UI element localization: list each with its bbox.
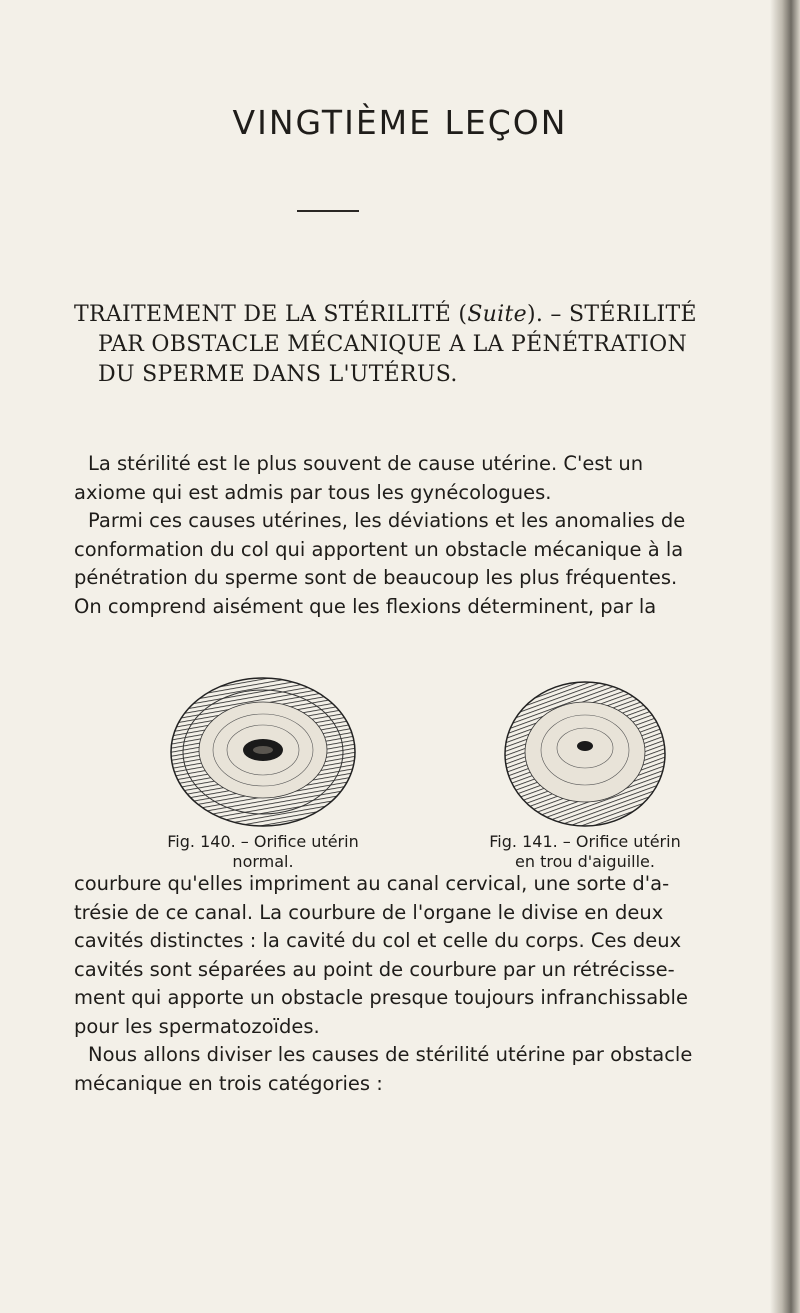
figure-140 bbox=[148, 672, 378, 872]
text-line: conformation du col qui apportent un obstacle mécanique à la bbox=[74, 537, 684, 561]
figure-141-caption-line-2: en trou d'aiguille. bbox=[515, 852, 655, 871]
text-line: Parmi ces causes utérines, les déviations et les anomalies de bbox=[88, 509, 686, 532]
text-line: pénétration du sperme sont de beaucoup les plus fréquentes. bbox=[74, 566, 678, 589]
text-line: mécanique en trois catégories : bbox=[74, 1071, 383, 1095]
text-line: cavités distinctes : la cavité du col et celle du corps. Ces deux bbox=[74, 929, 682, 952]
text-line: Nous allons diviser les causes de stérilité utérine par obstacle bbox=[88, 1043, 693, 1066]
heading-line-3: DU SPERME DANS L'UTÉRUS. bbox=[98, 362, 458, 387]
section-heading bbox=[74, 300, 774, 390]
text-line: axiome qui est admis par tous les gynécologues. bbox=[74, 480, 552, 504]
heading-line-1: TRAITEMENT DE LA STÉRILITÉ (Suite). – STÉRILITÉ bbox=[74, 302, 697, 327]
uterine-orifice-normal-icon bbox=[163, 672, 363, 832]
title-rule bbox=[297, 210, 359, 212]
uterine-orifice-pinhole-icon bbox=[500, 672, 670, 832]
text-line: pour les spermatozoïdes. bbox=[74, 1014, 320, 1038]
figure-140-caption-line-2: normal. bbox=[232, 852, 294, 871]
text-line: On comprend aisément que les flexions déterminent, par la bbox=[74, 594, 657, 618]
text-line: courbure qu'elles impriment au canal cervical, une sorte d'a- bbox=[74, 872, 670, 895]
paragraph-2 bbox=[74, 870, 764, 1098]
text-line: cavités sont séparées au point de courbure par un rétrécisse- bbox=[74, 957, 675, 981]
heading-line-2: PAR OBSTACLE MÉCANIQUE A LA PÉNÉTRATION bbox=[98, 332, 688, 357]
text-line: La stérilité est le plus souvent de cause utérine. C'est un bbox=[88, 452, 644, 475]
text-line: trésie de ce canal. La courbure de l'organe le divise en deux bbox=[74, 900, 664, 924]
paragraph-1 bbox=[74, 450, 764, 621]
chapter-title: VINGTIÈME LEÇON bbox=[232, 103, 568, 142]
text-line: ment qui apporte un obstacle presque toujours infranchissable bbox=[74, 986, 688, 1009]
figure-141 bbox=[470, 672, 700, 872]
figure-140-caption-line-1: Fig. 140. – Orifice utérin bbox=[167, 832, 359, 851]
page-edge bbox=[770, 0, 800, 1313]
figure-141-caption-line-1: Fig. 141. – Orifice utérin bbox=[489, 832, 681, 851]
